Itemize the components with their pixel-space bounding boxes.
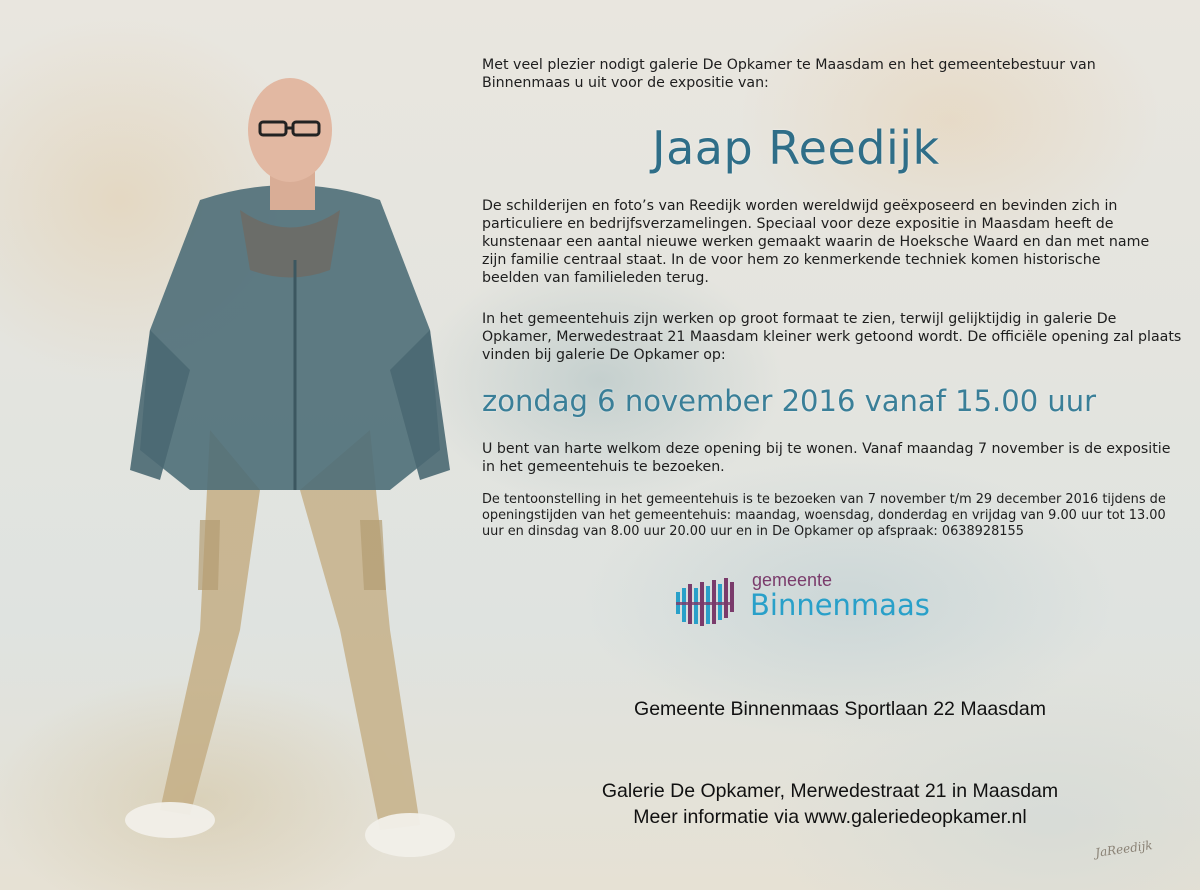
binnenmaas-logo-mark-icon	[676, 572, 738, 628]
gemeente-binnenmaas-logo	[676, 570, 996, 630]
opening-hours-paragraph: De tentoonstelling in het gemeentehuis is te bezoeken van 7 november t/m 29 december 2016 tijdens de openingstijden van het gemeentehuis: maandag, woensdag, donderdag en vrijdag van 9.00 uur tot 13.00 uur en dinsdag van 8.00 uur 20.00 uur en in De Opkamer op afspraak: 0638928155	[482, 492, 1166, 539]
artist-signature: JaReedijk	[1094, 838, 1154, 860]
logo-text-gemeente: gemeente	[752, 570, 833, 590]
invitation-intro-block	[482, 56, 1182, 92]
venue-paragraph: In het gemeentehuis zijn werken op groot formaat te zien, terwijl gelijktijdig in galerie De Opkamer, Merwedestraat 21 Maasdam kleiner werk getoond wordt. De officiële opening zal plaats vinden bij galerie De Opkamer op:	[482, 311, 1182, 363]
intro-text: Met veel plezier nodigt galerie De Opkamer te Maasdam en het gemeentebestuur van Binnenmaas u uit voor de expositie van:	[482, 57, 1096, 91]
galerie-address: Galerie De Opkamer, Merwedestraat 21 in Maasdam	[601, 780, 1059, 802]
description-paragraph: De schilderijen en foto’s van Reedijk worden wereldwijd geëxposeerd en bevinden zich in particuliere en bedrijfsverzamelingen. Speciaal voor deze expositie in Maasdam heeft de kunstenaar een aantal nieuwe werken gemaakt waarin de Hoeksche Waard en dan met name zijn familie centraal staat. In de voor hem zo kenmerkende techniek komen historische beelden van familieleden terug.	[482, 198, 1150, 286]
artist-photo	[90, 70, 490, 880]
logo-text-binnenmaas: Binnenmaas	[750, 588, 930, 622]
website-info: Meer informatie via www.galeriedeopkamer.nl	[633, 806, 1027, 828]
welcome-paragraph: U bent van harte welkom deze opening bij te wonen. Vanaf maandag 7 november is de expositie in het gemeentehuis te bezoeken.	[482, 441, 1171, 475]
galerie-address-block	[540, 778, 1120, 830]
artist-name: Jaap Reedijk	[652, 121, 940, 175]
gemeente-address: Gemeente Binnenmaas Sportlaan 22 Maasdam	[634, 698, 1046, 720]
opening-date: zondag 6 november 2016 vanaf 15.00 uur	[482, 384, 1097, 418]
